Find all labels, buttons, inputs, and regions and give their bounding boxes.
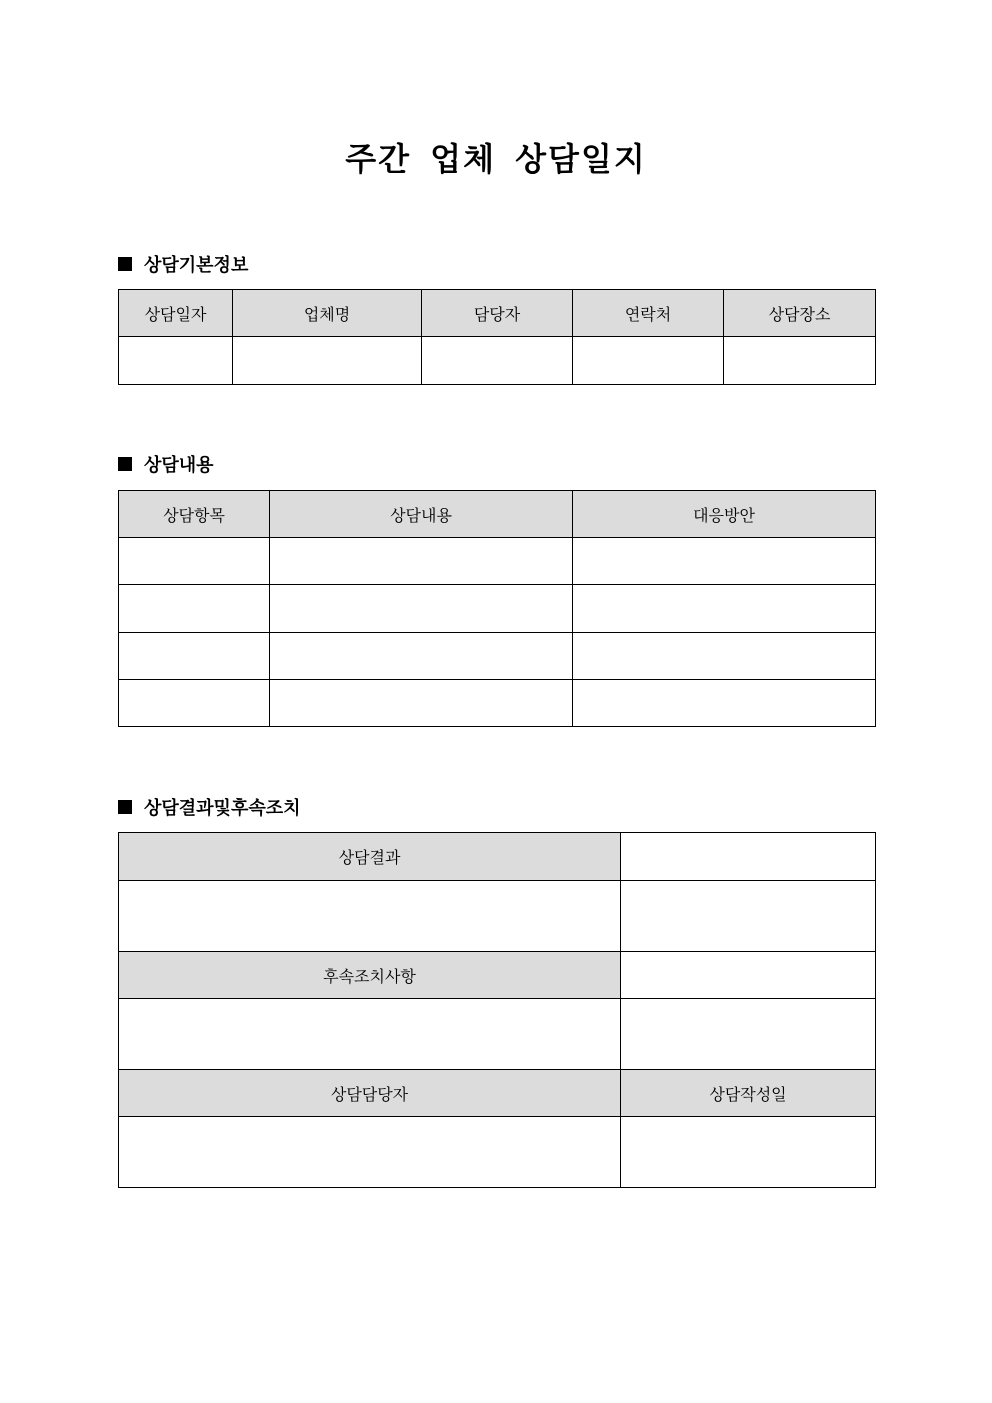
consult-content-cell[interactable] xyxy=(270,538,573,585)
header-response-plan: 대응방안 xyxy=(573,491,876,538)
header-consult-location: 상담장소 xyxy=(724,290,876,337)
consult-content-table xyxy=(118,490,876,727)
consult-item-cell[interactable] xyxy=(119,680,270,727)
section-heading-label: 상담내용 xyxy=(144,455,214,476)
section-heading-result-followup xyxy=(118,795,301,819)
person-in-charge-cell[interactable] xyxy=(422,337,573,385)
response-plan-cell[interactable] xyxy=(573,585,876,633)
consult-result-cell[interactable] xyxy=(119,881,621,952)
followup-actions-cell[interactable] xyxy=(119,999,621,1070)
response-plan-cell[interactable] xyxy=(573,538,876,585)
section-heading-consult-content xyxy=(118,452,214,476)
consult-result-side-cell[interactable] xyxy=(621,833,876,881)
counselor-cell[interactable] xyxy=(119,1117,621,1188)
header-consult-result: 상담결과 xyxy=(119,833,621,881)
consult-location-cell[interactable] xyxy=(724,337,876,385)
section-heading-label: 상담결과및후속조치 xyxy=(144,798,301,819)
header-consult-item: 상담항목 xyxy=(119,491,270,538)
consult-result-extra-cell[interactable] xyxy=(621,881,876,952)
basic-info-table xyxy=(118,289,876,385)
result-followup-table xyxy=(118,832,876,1188)
header-followup-actions: 후속조치사항 xyxy=(119,952,621,999)
company-name-cell[interactable] xyxy=(233,337,422,385)
section-heading-label: 상담기본정보 xyxy=(144,255,249,276)
followup-side-cell[interactable] xyxy=(621,952,876,999)
square-bullet-icon xyxy=(118,457,132,471)
header-consult-content: 상담내용 xyxy=(270,491,573,538)
header-company-name: 업체명 xyxy=(233,290,422,337)
consult-content-cell[interactable] xyxy=(270,680,573,727)
header-counselor: 상담담당자 xyxy=(119,1070,621,1117)
consult-item-cell[interactable] xyxy=(119,538,270,585)
consult-item-cell[interactable] xyxy=(119,585,270,633)
contact-cell[interactable] xyxy=(573,337,724,385)
header-person-in-charge: 담당자 xyxy=(422,290,573,337)
section-heading-basic-info xyxy=(118,252,248,276)
header-consult-date: 상담일자 xyxy=(119,290,233,337)
response-plan-cell[interactable] xyxy=(573,633,876,680)
consult-item-cell[interactable] xyxy=(119,633,270,680)
consult-content-cell[interactable] xyxy=(270,633,573,680)
header-written-date: 상담작성일 xyxy=(621,1070,876,1117)
square-bullet-icon xyxy=(118,800,132,814)
followup-extra-cell[interactable] xyxy=(621,999,876,1070)
header-contact: 연락처 xyxy=(573,290,724,337)
response-plan-cell[interactable] xyxy=(573,680,876,727)
square-bullet-icon xyxy=(118,257,132,271)
written-date-cell[interactable] xyxy=(621,1117,876,1188)
page-title: 주간 업체 상담일지 xyxy=(345,140,647,178)
consult-content-cell[interactable] xyxy=(270,585,573,633)
consult-date-cell[interactable] xyxy=(119,337,233,385)
